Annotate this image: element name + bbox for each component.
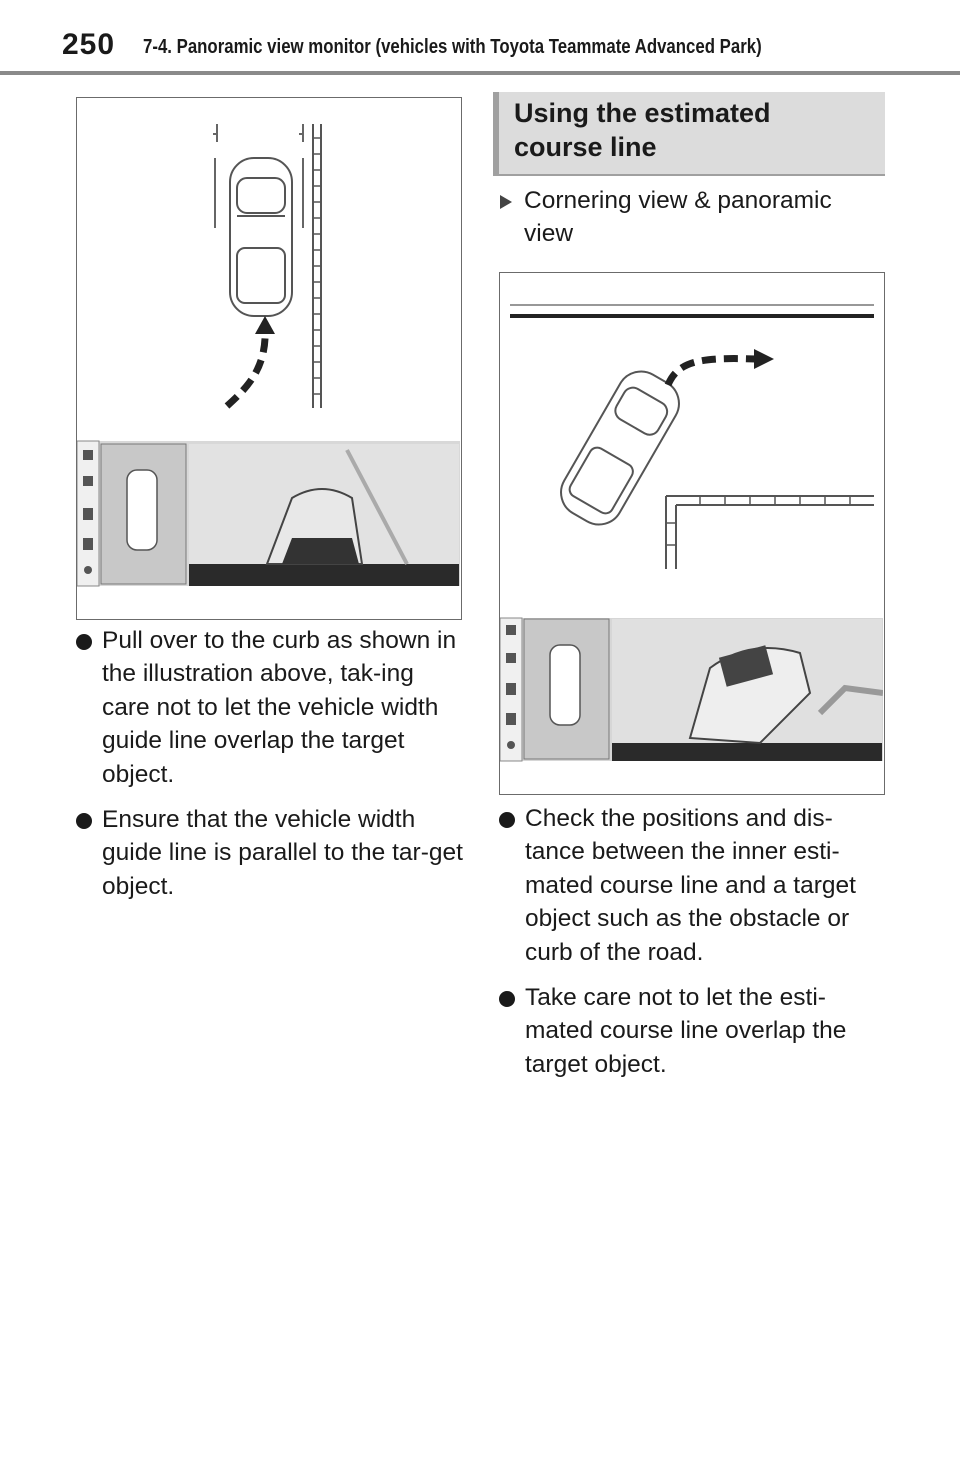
right-bullet-list <box>499 802 883 1093</box>
bullet-text: Check the positions and dis-tance between the inner esti-mated course line and a target object such as the obstacle or curb of the road. <box>525 805 856 966</box>
section-heading <box>493 92 885 176</box>
curb-pullover-illustration <box>76 97 462 620</box>
triangle-pointer-icon <box>500 195 512 209</box>
chapter-title: 7-4. Panoramic view monitor (vehicles with Toyota Teammate Advanced Park) <box>143 36 762 58</box>
bullet-dot-icon <box>499 991 515 1007</box>
header-rule <box>0 71 960 75</box>
heading-line: Using the estimated <box>514 98 771 128</box>
sub-item-text: Cornering view & panoramic view <box>524 187 832 247</box>
list-item <box>76 624 466 791</box>
page-header <box>0 0 960 78</box>
bullet-dot-icon <box>76 813 92 829</box>
heading-line: course line <box>514 132 657 162</box>
bullet-text: Take care not to let the esti-mated course line overlap the target object. <box>525 984 847 1078</box>
bullet-dot-icon <box>76 634 92 650</box>
bullet-text: Ensure that the vehicle width guide line is parallel to the tar-get object. <box>102 806 463 900</box>
list-item <box>76 803 466 903</box>
left-bullet-list <box>76 624 466 915</box>
cornering-view-illustration <box>499 272 885 795</box>
bullet-text: Pull over to the curb as shown in the illustration above, tak-ing care not to let the vehicle width guide line overlap the target object. <box>102 627 457 788</box>
sub-item <box>498 185 878 250</box>
bullet-dot-icon <box>499 812 515 828</box>
list-item <box>499 981 883 1081</box>
list-item <box>499 802 883 969</box>
heading-underline <box>493 174 885 176</box>
page-number: 250 <box>62 28 116 61</box>
heading-accent-bar <box>493 92 499 176</box>
